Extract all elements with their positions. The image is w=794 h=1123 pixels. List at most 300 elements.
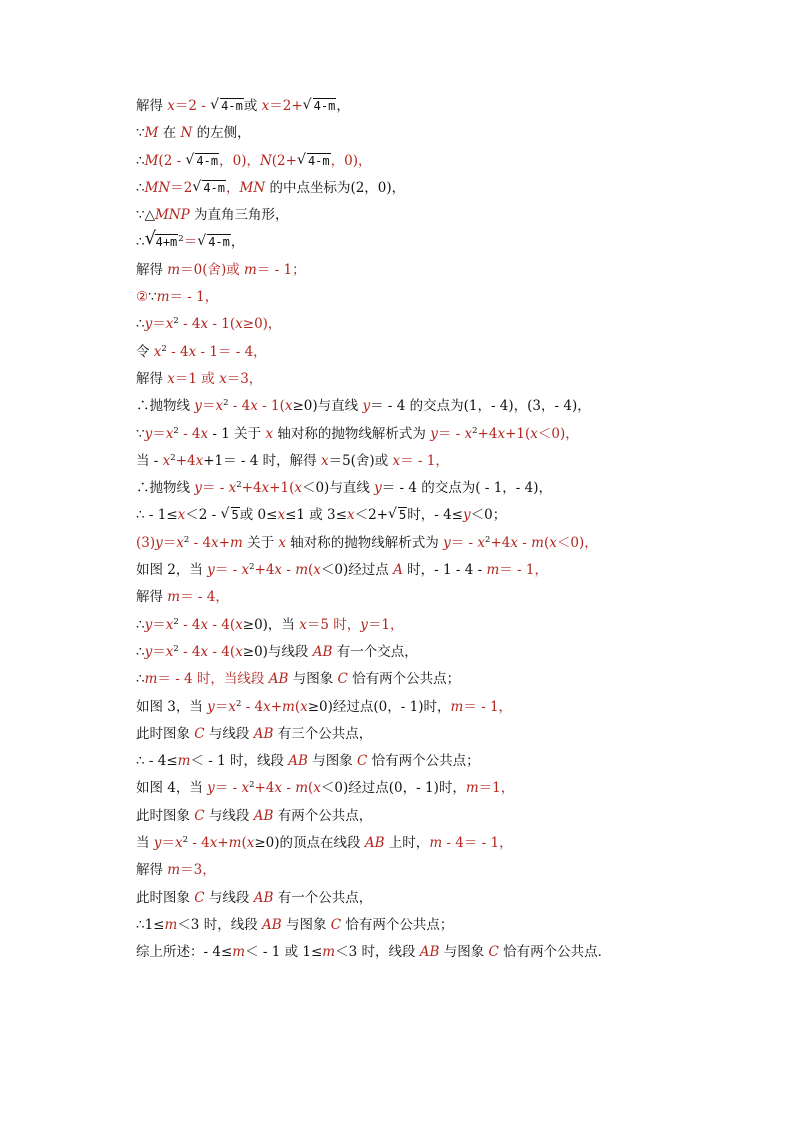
text-line xyxy=(136,775,776,802)
radicand: 4-m xyxy=(221,99,243,113)
text-segment: 如图 2，当 xyxy=(136,562,208,579)
text-segment: - 4 xyxy=(187,835,210,852)
text-segment: ＜0)经过点 xyxy=(320,562,394,579)
math-variable: x xyxy=(165,616,174,633)
math-variable: m xyxy=(531,534,544,551)
math-variable: x xyxy=(215,398,224,415)
text-segment: ＜3 时，线段 xyxy=(335,944,420,961)
math-variable: x xyxy=(235,643,243,660)
math-variable: x xyxy=(320,452,329,469)
math-variable: x xyxy=(167,370,175,387)
text-segment: ＝3， xyxy=(226,370,263,387)
text-line xyxy=(136,748,776,775)
text-line xyxy=(136,885,776,912)
exponent: 2 xyxy=(235,698,242,709)
math-variable: x xyxy=(188,343,197,360)
text-segment: 恰有两个公共点； xyxy=(367,753,480,770)
text-segment: 或 xyxy=(243,98,262,114)
text-segment: 恰有两个公共点． xyxy=(498,944,612,961)
math-variable: x xyxy=(464,425,473,442)
math-variable: m xyxy=(167,862,181,879)
math-variable: x xyxy=(313,780,321,797)
text-segment: ∴ xyxy=(136,179,145,196)
radicand: 5 xyxy=(398,508,407,523)
text-segment: ＝5 时， xyxy=(306,616,361,633)
text-segment: ＜0)与直线 xyxy=(301,480,375,497)
text-segment: ∴ xyxy=(136,316,145,333)
math-variable: AB xyxy=(364,835,385,852)
exponent: 2 xyxy=(173,643,179,654)
text-segment: + xyxy=(217,835,229,852)
text-segment: ＝1， xyxy=(367,616,404,633)
text-segment: ≤1 或 3≤ xyxy=(285,507,347,524)
text-segment: ( xyxy=(241,835,247,852)
text-segment: ＝5(舍)或 xyxy=(328,452,393,469)
text-segment: 当 xyxy=(136,835,154,852)
text-segment: ，0)， xyxy=(219,152,260,169)
text-segment: ＝1 或 xyxy=(174,370,220,387)
text-segment: ＝ - 4 的交点为(1，- 4)，(3，- 4)， xyxy=(370,398,591,415)
text-segment: ＜2 - xyxy=(185,507,221,524)
radicand: 5 xyxy=(231,508,239,523)
text-segment: +4 xyxy=(490,534,511,551)
text-line xyxy=(136,229,776,256)
text-segment: 解得 xyxy=(136,261,168,278)
math-variable: AB xyxy=(288,753,308,770)
exponent: 2 xyxy=(223,398,229,409)
text-segment: ≥0)与直线 xyxy=(292,398,363,415)
square-root xyxy=(304,93,337,120)
math-variable: x xyxy=(241,562,250,579)
text-segment: - 1( xyxy=(208,316,236,333)
text-segment: ∵△ xyxy=(136,207,155,224)
exponent: 2 xyxy=(178,234,184,245)
text-segment: ＝ xyxy=(152,643,166,660)
text-segment: +4 xyxy=(254,780,275,797)
text-segment: ≥0)经过点(0，- 1)时， xyxy=(307,698,451,715)
text-segment: ＝ xyxy=(183,234,198,251)
text-segment: ＜0)， xyxy=(537,425,579,442)
text-segment: ∴ - 1≤ xyxy=(136,507,178,524)
text-segment: +1＝ - 4 时，解得 xyxy=(203,452,321,469)
radicand: 4-m xyxy=(313,99,336,113)
text-segment: ≥0)与线段 xyxy=(242,643,313,660)
text-segment: ∴1≤ xyxy=(136,916,165,933)
math-variable: m xyxy=(156,289,170,306)
text-segment: 轴对称的抛物线解析式为 xyxy=(286,534,444,551)
text-segment: ＝1， xyxy=(478,780,515,797)
math-variable: y xyxy=(194,480,202,497)
text-segment: 解得 xyxy=(136,589,168,606)
text-line xyxy=(136,530,776,557)
text-segment: 当 - xyxy=(136,452,163,469)
text-segment: 有一个交点， xyxy=(332,643,418,660)
math-variable: x xyxy=(299,616,307,633)
math-variable: x xyxy=(392,452,401,469)
math-variable: x xyxy=(165,643,174,660)
math-variable: x xyxy=(274,780,283,797)
math-variable: x xyxy=(219,370,227,387)
math-variable: m xyxy=(322,944,336,961)
text-segment: 在 xyxy=(158,125,181,142)
text-segment: - 1( xyxy=(257,398,285,415)
math-variable: y xyxy=(155,534,163,551)
math-variable: x xyxy=(209,835,218,852)
text-segment: 或 0≤ xyxy=(239,507,278,524)
text-line xyxy=(136,475,776,502)
math-variable: x xyxy=(313,562,321,579)
text-segment: 为直角三角形， xyxy=(189,207,289,224)
text-line xyxy=(136,202,776,229)
math-variable: M xyxy=(144,152,159,169)
math-variable: x xyxy=(263,698,271,715)
text-segment: (2 - xyxy=(158,152,186,169)
math-variable: x xyxy=(177,507,186,524)
square-root xyxy=(389,502,407,529)
text-segment: ∴ xyxy=(136,671,145,688)
math-variable: C xyxy=(488,944,499,961)
text-segment: ＜2+ xyxy=(354,507,388,524)
exponent: 2 xyxy=(170,452,176,463)
exponent: 2 xyxy=(173,316,179,327)
text-segment: 解得 xyxy=(136,370,168,387)
math-variable: y xyxy=(144,643,153,660)
math-variable: y xyxy=(144,425,153,442)
math-variable: x xyxy=(294,480,302,497)
text-segment: - 4 xyxy=(178,316,201,333)
text-line xyxy=(136,366,776,393)
text-segment: - xyxy=(282,780,296,797)
text-segment: ∵ xyxy=(148,289,157,306)
math-variable: x xyxy=(162,452,171,469)
text-segment: ＜3 时，线段 xyxy=(177,916,262,933)
text-line xyxy=(136,311,776,338)
text-segment: 与图象 xyxy=(307,753,358,770)
math-variable: y xyxy=(144,316,153,333)
text-line xyxy=(136,448,776,475)
text-segment: - 4( xyxy=(208,643,236,660)
text-line xyxy=(136,857,776,884)
math-variable: y xyxy=(360,616,368,633)
square-root xyxy=(222,502,240,529)
math-variable: C xyxy=(337,671,348,688)
text-segment: ＝ - 1， xyxy=(463,698,513,715)
text-segment: +4 xyxy=(175,452,196,469)
math-variable: m xyxy=(228,835,242,852)
math-variable: x xyxy=(165,316,174,333)
text-segment: ∴ - 4≤ xyxy=(136,753,178,770)
math-variable: C xyxy=(194,807,205,824)
text-segment: ＝ - xyxy=(214,562,242,579)
math-variable: x xyxy=(549,534,557,551)
text-segment: +4 xyxy=(477,425,498,442)
text-segment: 上时， xyxy=(384,835,430,852)
math-variable: y xyxy=(153,835,162,852)
text-segment: 轴对称的抛物线解析式为 xyxy=(273,425,431,442)
math-variable: m xyxy=(295,780,309,797)
text-segment: ∵ xyxy=(136,425,145,442)
math-variable: x xyxy=(277,507,286,524)
text-line xyxy=(136,612,776,639)
math-variable: y xyxy=(194,398,202,415)
text-segment: ＝ - 1， xyxy=(169,289,219,306)
text-segment: 此时图象 xyxy=(136,807,195,824)
math-variable: AB xyxy=(261,916,282,933)
math-variable: m xyxy=(144,671,158,688)
exponent: 2 xyxy=(182,835,188,846)
square-root xyxy=(198,229,231,256)
text-segment: 此时图象 xyxy=(136,725,195,742)
math-variable: MN xyxy=(239,179,266,196)
text-line xyxy=(136,93,776,120)
math-variable: y xyxy=(144,616,153,633)
text-segment: ＝ xyxy=(162,534,177,551)
text-segment: 此时图象 xyxy=(136,889,195,906)
square-root xyxy=(298,148,331,175)
math-variable: m xyxy=(282,698,295,715)
text-line xyxy=(136,175,776,202)
text-segment: ＝ xyxy=(214,698,229,715)
text-segment: 与图象 xyxy=(281,916,331,933)
math-variable: C xyxy=(330,916,342,933)
radicand: 4+m xyxy=(155,235,178,250)
math-variable: m xyxy=(177,753,191,770)
solution-text xyxy=(136,93,776,967)
math-variable: x xyxy=(153,343,162,360)
math-variable: m xyxy=(429,835,443,852)
math-variable: m xyxy=(229,534,243,551)
text-segment: ＜0)， xyxy=(556,534,598,551)
text-line xyxy=(136,694,776,721)
text-line xyxy=(136,721,776,748)
math-variable: x xyxy=(228,480,237,497)
text-segment: - 1 关于 xyxy=(208,425,266,442)
text-segment: 恰有两个公共点； xyxy=(347,671,461,688)
text-segment: ＝3， xyxy=(180,862,216,879)
text-segment: +4 xyxy=(254,562,275,579)
text-segment: ， xyxy=(230,234,245,251)
square-root xyxy=(211,93,244,120)
text-segment: ，0)， xyxy=(330,152,372,169)
text-line xyxy=(136,339,776,366)
square-root xyxy=(146,229,179,256)
math-variable: m xyxy=(295,562,309,579)
math-variable: x xyxy=(211,534,219,551)
math-variable: x xyxy=(497,425,506,442)
exponent: 2 xyxy=(472,425,478,436)
text-segment: 与图象 xyxy=(288,671,338,688)
text-segment: ＜ - 1 或 1≤ xyxy=(245,944,323,961)
math-variable: x xyxy=(346,507,355,524)
math-variable: y xyxy=(374,480,382,497)
text-segment: 令 xyxy=(136,343,154,360)
text-segment: + xyxy=(270,698,283,715)
text-segment: - xyxy=(282,562,296,579)
text-segment: 有两个公共点， xyxy=(273,807,373,824)
text-segment: ( xyxy=(543,534,550,551)
text-segment: ＝ - xyxy=(450,534,478,551)
text-segment: ∴ xyxy=(136,234,145,251)
text-line xyxy=(136,148,776,175)
text-segment: ＝2 - xyxy=(174,98,211,114)
text-segment: - 4 xyxy=(228,398,251,415)
exponent: 2 xyxy=(249,562,255,573)
text-segment: 如图 4，当 xyxy=(136,780,208,797)
text-segment: ( xyxy=(308,562,314,579)
text-segment: ∴抛物线 xyxy=(136,480,195,497)
math-variable: C xyxy=(194,725,205,742)
text-line xyxy=(136,803,776,830)
math-variable: N xyxy=(259,152,272,169)
math-variable: x xyxy=(246,835,255,852)
text-segment: - 4 xyxy=(166,343,189,360)
math-variable: C xyxy=(194,889,205,906)
math-variable: x xyxy=(261,98,270,114)
text-line xyxy=(136,120,776,147)
math-variable: C xyxy=(357,753,368,770)
text-segment: 的中点坐标为(2，0)， xyxy=(265,179,406,196)
math-variable: x xyxy=(241,780,250,797)
text-segment: ( xyxy=(308,780,314,797)
math-variable: A xyxy=(393,562,403,579)
text-segment: ∴ xyxy=(136,616,145,633)
text-segment: ② xyxy=(136,289,149,306)
math-variable: x xyxy=(165,425,174,442)
math-variable: MNP xyxy=(154,207,190,224)
text-line xyxy=(136,912,776,939)
exponent: 2 xyxy=(249,780,255,791)
text-segment: ＝ - 1， xyxy=(499,562,548,579)
math-variable: m xyxy=(244,261,257,278)
math-variable: x xyxy=(228,698,236,715)
text-segment: ＝ xyxy=(201,398,216,415)
text-segment: - 1＝ - 4， xyxy=(196,343,267,360)
math-variable: x xyxy=(200,425,209,442)
math-variable: x xyxy=(200,316,209,333)
radicand: 4-m xyxy=(196,153,219,168)
exponent: 2 xyxy=(161,343,167,354)
math-variable: AB xyxy=(253,889,274,906)
text-segment: ＝ - 4 时，当线段 xyxy=(157,671,269,688)
text-segment: 与线段 xyxy=(204,807,254,824)
text-line xyxy=(136,421,776,448)
text-line xyxy=(136,557,776,584)
text-line xyxy=(136,830,776,857)
text-segment: ( xyxy=(294,698,301,715)
math-variable: m xyxy=(167,589,181,606)
text-line xyxy=(136,393,776,420)
text-segment: ＝ - 4 的交点为( - 1，- 4)， xyxy=(381,480,552,497)
text-segment: - 4( xyxy=(208,616,236,633)
text-segment: ＝ xyxy=(152,616,166,633)
text-segment: - 4 xyxy=(241,698,264,715)
text-segment: 解得 xyxy=(136,98,168,114)
text-line xyxy=(136,502,776,529)
radicand: 4-m xyxy=(307,153,330,168)
text-segment: ， xyxy=(336,98,350,114)
math-variable: x xyxy=(167,98,175,114)
radicand: 4-m xyxy=(208,235,230,250)
text-segment: 恰有两个公共点； xyxy=(341,916,454,933)
exponent: 2 xyxy=(183,534,190,545)
text-line xyxy=(136,666,776,693)
text-segment: 与线段 xyxy=(204,889,254,906)
text-segment: ≥0)， xyxy=(242,316,282,333)
exponent: 2 xyxy=(173,425,179,436)
math-variable: x xyxy=(235,316,243,333)
math-variable: m xyxy=(167,261,181,278)
square-root xyxy=(193,175,226,202)
math-variable: x xyxy=(195,452,204,469)
math-variable: AB xyxy=(419,944,440,961)
math-variable: x xyxy=(510,534,518,551)
radicand: 4-m xyxy=(203,180,226,195)
text-segment: - 4 xyxy=(178,616,201,633)
text-segment: - xyxy=(517,534,532,551)
text-segment: +1( xyxy=(269,480,295,497)
math-variable: m xyxy=(486,562,500,579)
math-variable: x xyxy=(300,698,308,715)
text-segment: ＝ - 1； xyxy=(256,261,306,278)
math-variable: AB xyxy=(312,643,333,660)
math-variable: y xyxy=(207,562,215,579)
text-line xyxy=(136,257,776,284)
text-segment: 关于 xyxy=(242,534,279,551)
text-segment: - 4 xyxy=(178,425,201,442)
text-segment: ＝ xyxy=(152,316,166,333)
text-segment: + xyxy=(218,534,230,551)
math-variable: x xyxy=(200,616,209,633)
text-segment: 如图 3，当 xyxy=(136,698,208,715)
math-variable: AB xyxy=(268,671,289,688)
text-segment: +1( xyxy=(505,425,531,442)
math-variable: x xyxy=(261,480,270,497)
text-segment: - 4 xyxy=(178,643,201,660)
text-segment: (3) xyxy=(136,534,156,551)
text-line xyxy=(136,639,776,666)
math-variable: x xyxy=(250,398,258,415)
math-variable: x xyxy=(284,398,293,415)
text-segment: ＝2+ xyxy=(269,98,303,114)
math-variable: m xyxy=(450,698,464,715)
text-line xyxy=(136,284,776,311)
text-segment: - 4 xyxy=(189,534,212,551)
math-variable: m xyxy=(164,916,178,933)
math-variable: y xyxy=(443,534,451,551)
math-variable: x xyxy=(278,534,287,551)
text-segment: ∵ xyxy=(136,125,145,142)
math-variable: y xyxy=(462,507,471,524)
text-segment: ≥0)，当 xyxy=(242,616,300,633)
text-segment: ＝2 xyxy=(170,179,193,196)
text-segment: ＝ - 1， xyxy=(400,452,449,469)
text-segment: ＜0)经过点(0，- 1)时， xyxy=(320,780,466,797)
math-variable: x xyxy=(530,425,538,442)
text-segment: ＝ - xyxy=(201,480,229,497)
text-segment: ∴ xyxy=(136,643,145,660)
exponent: 2 xyxy=(173,616,179,627)
math-variable: x xyxy=(235,616,243,633)
math-variable: x xyxy=(477,534,486,551)
text-segment: 与图象 xyxy=(439,944,489,961)
math-variable: x xyxy=(265,425,274,442)
math-variable: y xyxy=(430,425,438,442)
text-segment: ＝ xyxy=(161,835,175,852)
math-variable: m xyxy=(232,944,246,961)
math-variable: x xyxy=(176,534,184,551)
text-segment: ＜0； xyxy=(470,507,507,524)
text-segment: 有三个公共点， xyxy=(273,725,373,742)
